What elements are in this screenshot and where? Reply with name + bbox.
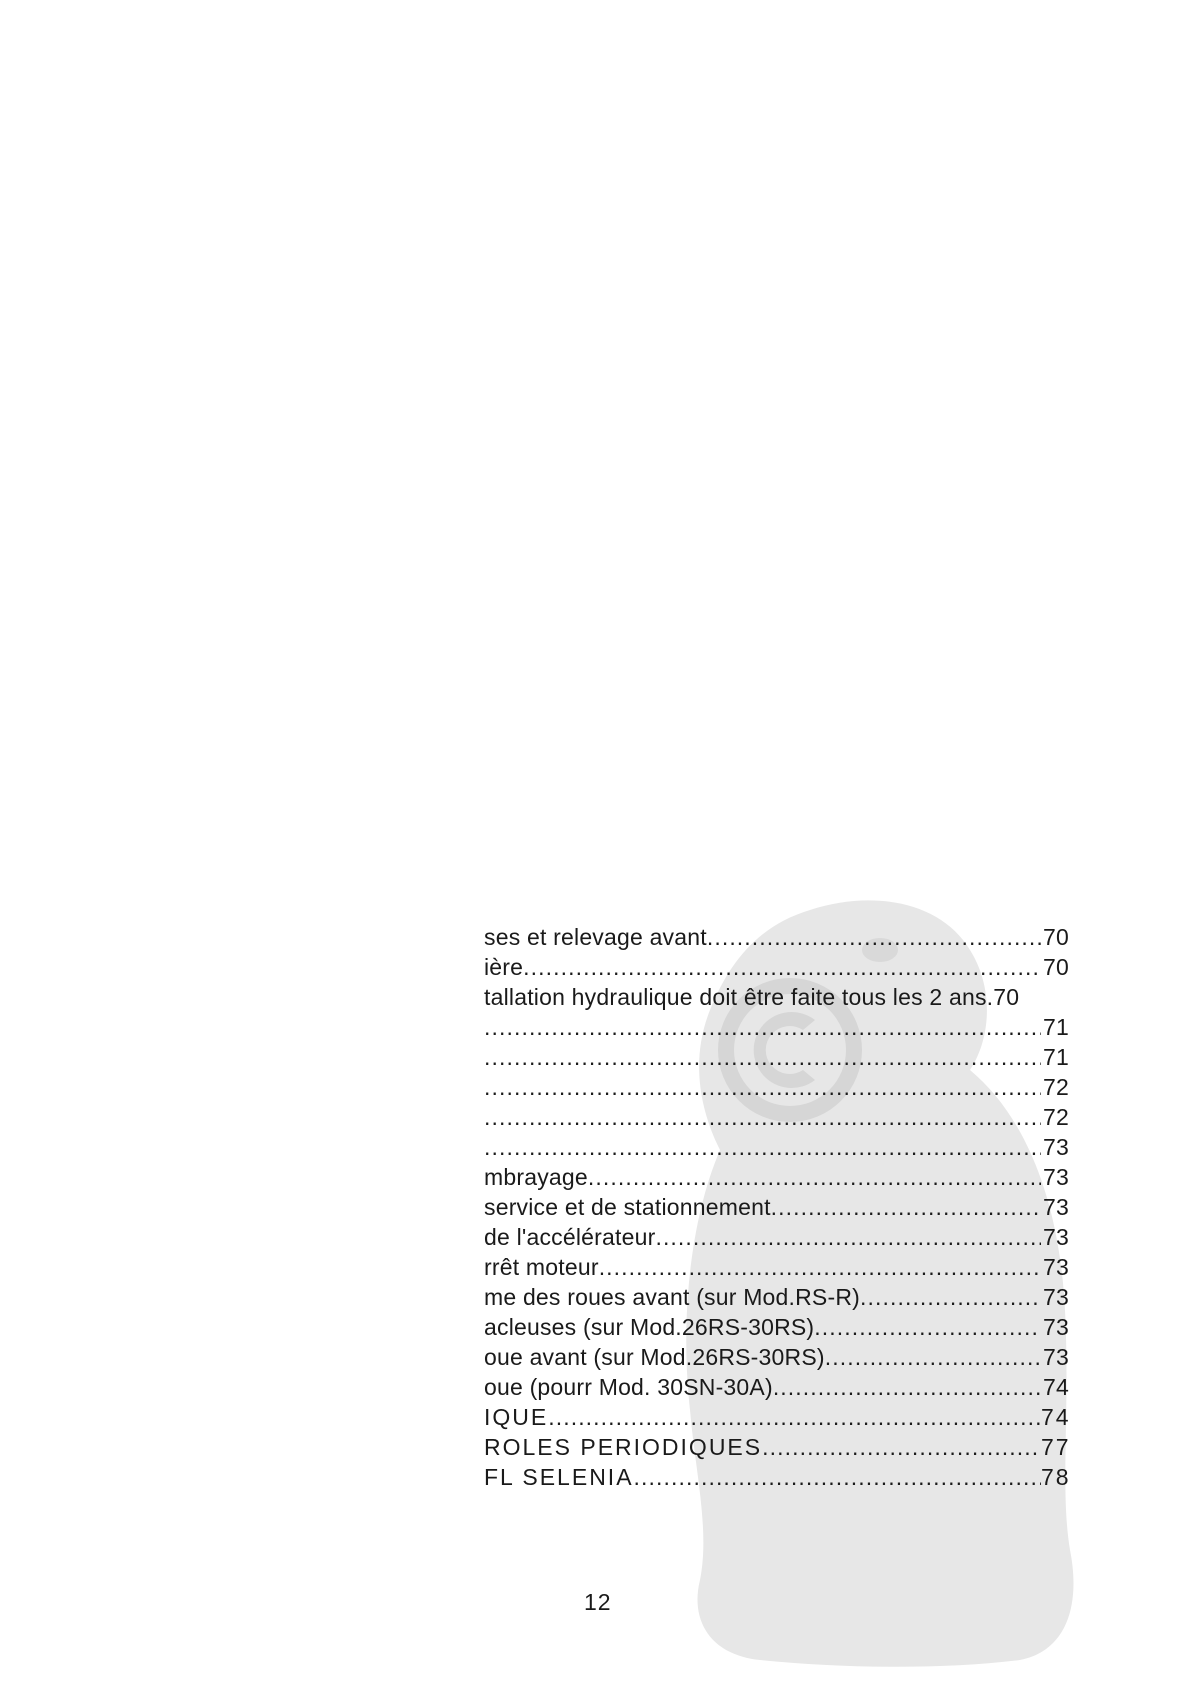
toc-entry	[484, 1102, 1069, 1132]
toc-entry-page: 78	[1041, 1464, 1071, 1490]
toc-entry-label: mbrayage	[484, 1164, 588, 1190]
toc-entry-page: 71	[1043, 1044, 1069, 1070]
toc-dot-leader	[484, 1012, 1041, 1042]
toc-dot-leader	[771, 1192, 1041, 1222]
toc-entry-label: FL SELENIA	[484, 1464, 634, 1490]
toc-entry-label: de l'accélérateur	[484, 1224, 656, 1250]
toc-dot-leader	[814, 1312, 1041, 1342]
toc-dot-leader	[634, 1462, 1041, 1492]
toc-entry-page: 77	[1041, 1434, 1071, 1460]
toc-entry	[484, 1432, 1069, 1462]
toc-entry-page: 70	[1043, 924, 1069, 950]
toc-dot-leader	[484, 1132, 1041, 1162]
toc-entry-page: 73	[1043, 1194, 1069, 1220]
toc-entry-label: IQUE	[484, 1404, 549, 1430]
toc-entry-page: 72	[1043, 1104, 1069, 1130]
toc-entry-label: acleuses (sur Mod.26RS-30RS)	[484, 1314, 815, 1340]
toc-entry	[484, 1192, 1069, 1222]
toc-entry-page: 71	[1043, 1014, 1069, 1040]
toc-dot-leader	[484, 1042, 1041, 1072]
toc-entry	[484, 1132, 1069, 1162]
toc-entry-label: oue avant (sur Mod.26RS-30RS)	[484, 1344, 825, 1370]
toc-entry	[484, 1042, 1069, 1072]
toc-dot-leader	[860, 1282, 1041, 1312]
toc-entry-page: 72	[1043, 1074, 1069, 1100]
toc-entry	[484, 1252, 1069, 1282]
toc-dot-leader	[588, 1162, 1041, 1192]
toc-entry-page: 74	[1043, 1374, 1069, 1400]
table-of-contents	[484, 922, 1069, 1492]
toc-dot-leader	[773, 1372, 1041, 1402]
toc-entry-label: tallation hydraulique doit être faite tous les 2 ans.	[484, 984, 994, 1010]
toc-entry	[484, 1162, 1069, 1192]
toc-entry	[484, 922, 1069, 952]
toc-entry-page: 70	[1043, 954, 1069, 980]
toc-dot-leader	[762, 1432, 1041, 1462]
toc-entry-page: 73	[1043, 1224, 1069, 1250]
toc-entry-label: service et de stationnement	[484, 1194, 771, 1220]
toc-entry-label: rrêt moteur	[484, 1254, 599, 1280]
toc-entry	[484, 1342, 1069, 1372]
toc-dot-leader	[825, 1342, 1041, 1372]
toc-entry-page: 74	[1041, 1404, 1071, 1430]
toc-entry-page: 70	[993, 984, 1020, 1010]
toc-entry	[484, 982, 1084, 1012]
toc-entry	[484, 1402, 1069, 1432]
toc-entry-label: ROLES PERIODIQUES	[484, 1434, 763, 1460]
toc-entry-page: 73	[1043, 1254, 1069, 1280]
toc-entry-page: 73	[1043, 1164, 1069, 1190]
toc-dot-leader	[484, 1072, 1041, 1102]
toc-entry	[484, 1012, 1069, 1042]
toc-entry-label: ses et relevage avant	[484, 924, 707, 950]
toc-entry	[484, 1462, 1069, 1492]
toc-dot-leader	[655, 1222, 1041, 1252]
toc-entry	[484, 1372, 1069, 1402]
toc-entry	[484, 1072, 1069, 1102]
toc-entry-page: 73	[1043, 1314, 1069, 1340]
toc-entry	[484, 1312, 1069, 1342]
toc-dot-leader	[523, 952, 1041, 982]
toc-dot-leader	[599, 1252, 1041, 1282]
toc-dot-leader	[484, 1102, 1041, 1132]
toc-entry-page: 73	[1043, 1134, 1069, 1160]
toc-entry-label: oue (pourr Mod. 30SN-30A)	[484, 1374, 773, 1400]
toc-entry-label: me des roues avant (sur Mod.RS-R)	[484, 1284, 861, 1310]
toc-entry-page: 73	[1043, 1284, 1069, 1310]
page-number: 12	[584, 1589, 612, 1615]
toc-entry	[484, 1222, 1069, 1252]
toc-dot-leader	[707, 922, 1041, 952]
toc-dot-leader	[548, 1402, 1041, 1432]
toc-entry-label: ière	[484, 954, 524, 980]
toc-entry	[484, 952, 1069, 982]
toc-entry-page: 73	[1043, 1344, 1069, 1370]
toc-entry	[484, 1282, 1069, 1312]
